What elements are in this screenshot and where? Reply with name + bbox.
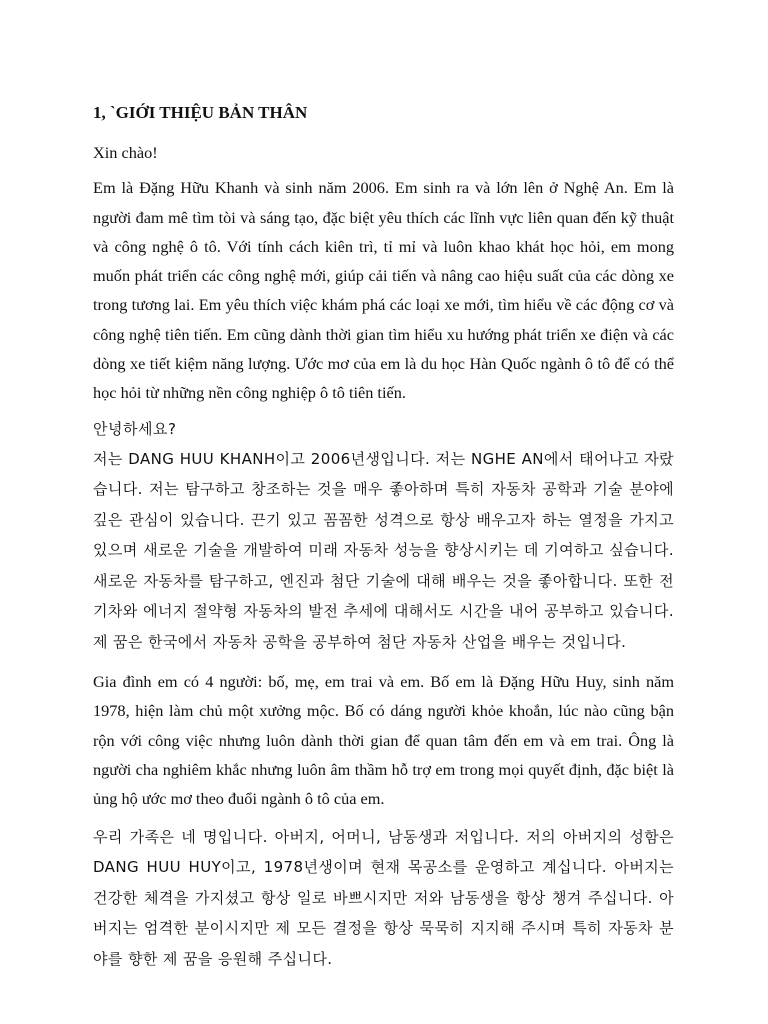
korean-greeting: 안녕하세요? [93, 419, 177, 438]
section-heading: 1, `GIỚI THIỆU BẢN THÂN [93, 103, 308, 122]
family-paragraph-vietnamese: Gia đình em có 4 người: bố, mẹ, em trai và em. Bố em là Đặng Hữu Huy, sinh năm 1978, hiện làm chủ một xưởng mộc. Bố có dáng người khỏe khoắn, lúc nào cũng bận rộn với công việc nhưng luôn dành thời gian để quan tâm đến em và em trai. Ông là người cha nghiêm khắc nhưng luôn âm thầm hỗ trợ em trong mọi quyết định, đặc biệt là ủng hộ ước mơ theo đuổi ngành ô tô của em. [93, 672, 674, 809]
family-paragraph-korean: 우리 가족은 네 명입니다. 아버지, 어머니, 남동생과 저입니다. 저의 아버지의 성함은 DANG HUU HUY이고, 1978년생이며 현재 목공소를 운영하고 계십니다. 아버지는 건강한 체격을 가지셨고 항상 일로 바쁘시지만 저와 남동생을 항상 챙겨 주십니다. 아버지는 엄격한 분이시지만 제 모든 결정을 항상 묵묵히 지지해 주시며 특히 자동차 분야를 향한 제 꿈을 응원해 주십니다. [93, 827, 674, 968]
document-page [93, 100, 674, 974]
intro-paragraph-vietnamese: Em là Đặng Hữu Khanh và sinh năm 2006. Em sinh ra và lớn lên ở Nghệ An. Em là người đam mê tìm tòi và sáng tạo, đặc biệt yêu thích các lĩnh vực liên quan đến kỹ thuật và công nghệ ô tô. Với tính cách kiên trì, tỉ mỉ và luôn khao khát học hỏi, em mong muốn phát triển các công nghệ mới, giúp cải tiến và nâng cao hiệu suất của các dòng xe trong tương lai. Em yêu thích việc khám phá các loại xe mới, tìm hiểu về các động cơ và công nghệ tiên tiến. Em cũng dành thời gian tìm hiểu xu hướng phát triển xe điện và các dòng xe tiết kiệm năng lượng. Ước mơ của em là du học Hàn Quốc ngành ô tô để có thể học hỏi từ những nền công nghiệp ô tô tiên tiến. [93, 178, 674, 403]
intro-paragraph-korean: 저는 DANG HUU KHANH이고 2006년생입니다. 저는 NGHE AN에서 태어나고 자랐습니다. 저는 탐구하고 창조하는 것을 매우 좋아하며 특히 자동차 공학과 기술 분야에 깊은 관심이 있습니다. 끈기 있고 꼼꼼한 성격으로 항상 배우고자 하는 열정을 가지고 있으며 새로운 기술을 개발하여 미래 자동차 성능을 향상시키는 데 기여하고 싶습니다. 새로운 자동차를 탐구하고, 엔진과 첨단 기술에 대해 배우는 것을 좋아합니다. 또한 전기차와 에너지 절약형 자동차의 발전 추세에 대해서도 시간을 내어 공부하고 있습니다. 제 꿈은 한국에서 자동차 공학을 공부하여 첨단 자동차 산업을 배우는 것입니다. [93, 449, 674, 651]
greeting-text: Xin chào! [93, 143, 158, 162]
